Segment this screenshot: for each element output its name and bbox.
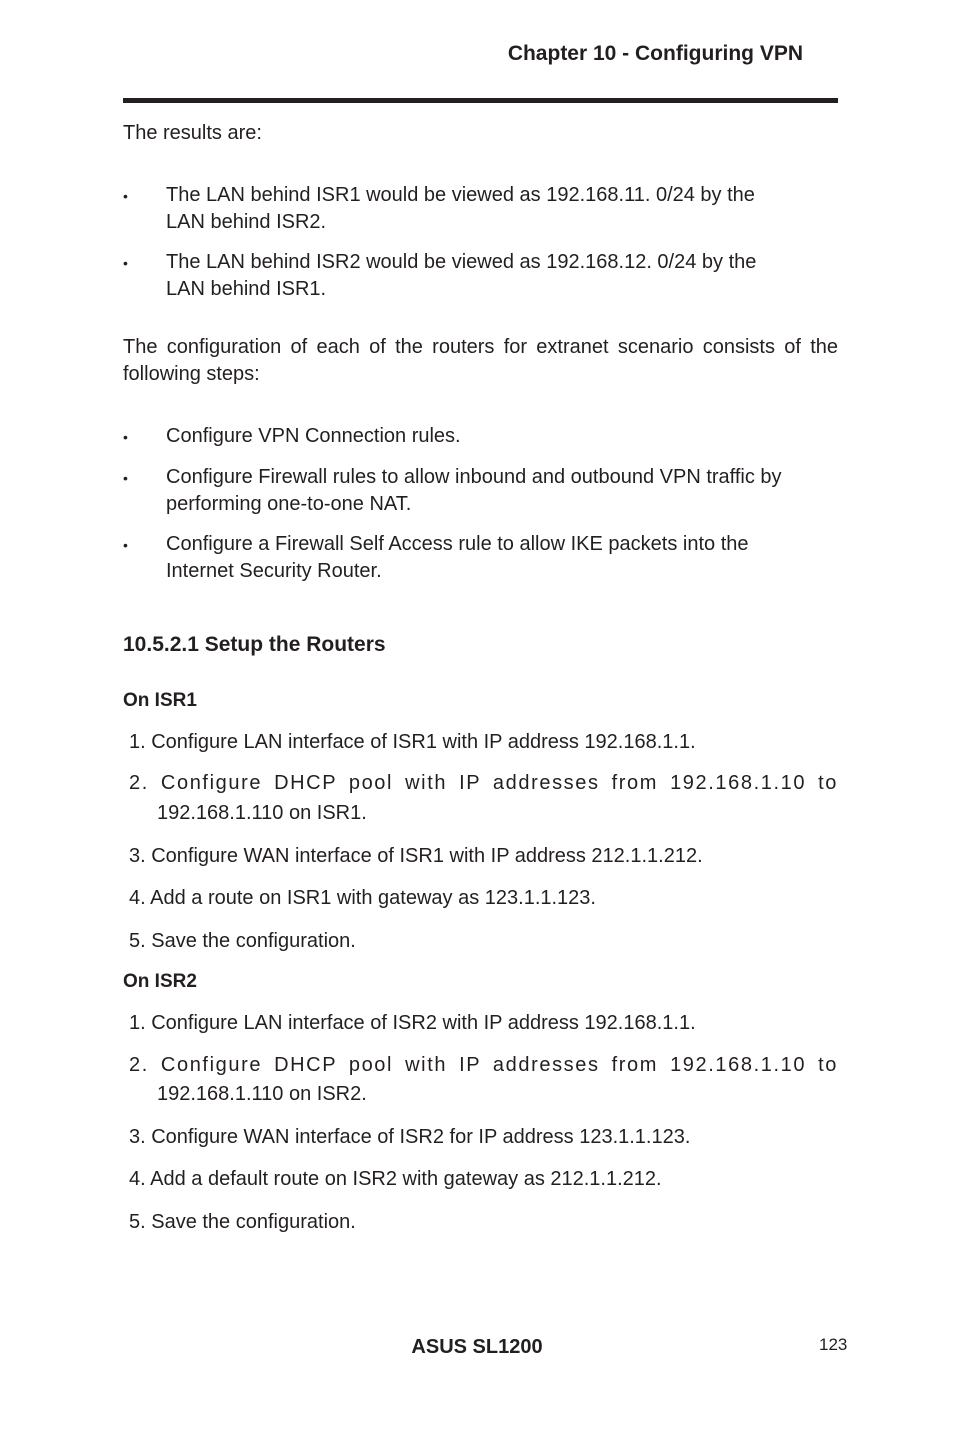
- bullet-marker: •: [123, 429, 128, 445]
- isr1-heading: On ISR1: [123, 690, 197, 711]
- isr1-step-4: 4. Add a route on ISR1 with gateway as 123.1.1.123.: [129, 887, 596, 909]
- isr1-step-5: 5. Save the configuration.: [129, 930, 356, 952]
- isr1-step-1: 1. Configure LAN interface of ISR1 with IP address 192.168.1.1.: [129, 731, 696, 753]
- intro-text: The results are:: [123, 122, 262, 144]
- config-step-2-line1: Configure Firewall rules to allow inbound and outbound VPN traffic by: [166, 466, 782, 488]
- config-paragraph: The configuration of each of the routers for extranet scenario consists of the following steps:: [123, 336, 838, 385]
- isr2-step-1: 1. Configure LAN interface of ISR2 with IP address 192.168.1.1.: [129, 1012, 696, 1034]
- isr2-step-3: 3. Configure WAN interface of ISR2 for IP address 123.1.1.123.: [129, 1126, 691, 1148]
- isr2-heading: On ISR2: [123, 971, 197, 992]
- bullet-marker: •: [123, 470, 128, 486]
- config-step-2: [166, 464, 838, 518]
- result-item-1-line2: LAN behind ISR2.: [166, 211, 327, 233]
- config-step-3: [166, 531, 838, 585]
- config-step-1-line1: Configure VPN Connection rules.: [166, 425, 461, 447]
- result-item-2-line2: LAN behind ISR1.: [166, 278, 327, 300]
- result-item-1-line1: The LAN behind ISR1 would be viewed as 192.168.11. 0/24 by the: [166, 184, 755, 206]
- section-heading: 10.5.2.1 Setup the Routers: [123, 633, 386, 656]
- result-item-1: [166, 182, 838, 236]
- header-rule: [123, 98, 838, 103]
- config-step-3-line1: Configure a Firewall Self Access rule to allow IKE packets into the: [166, 533, 749, 555]
- chapter-title: Chapter 10 - Configuring VPN: [507, 42, 803, 65]
- result-item-2-line1: The LAN behind ISR2 would be viewed as 192.168.12. 0/24 by the: [166, 251, 757, 273]
- bullet-marker: •: [123, 255, 128, 271]
- config-step-3-line2: Internet Security Router.: [166, 560, 382, 582]
- isr1-step-2-line2: 192.168.1.110 on ISR1.: [157, 802, 367, 824]
- isr2-step-5: 5. Save the configuration.: [129, 1211, 356, 1233]
- footer-brand: ASUS SL1200: [411, 1336, 543, 1358]
- bullet-marker: •: [123, 537, 128, 553]
- config-step-1: [166, 423, 838, 450]
- page-number: 123: [819, 1335, 848, 1354]
- isr2-step-2-line1: 2. Configure DHCP pool with IP addresses from 192.168.1.10 to: [129, 1054, 838, 1076]
- isr1-step-3: 3. Configure WAN interface of ISR1 with IP address 212.1.1.212.: [129, 845, 703, 867]
- isr2-step-4: 4. Add a default route on ISR2 with gateway as 212.1.1.212.: [129, 1168, 662, 1190]
- result-item-2: [166, 249, 838, 303]
- isr1-step-2-line1: 2. Configure DHCP pool with IP addresses from 192.168.1.10 to: [129, 772, 838, 794]
- isr2-step-2-line2: 192.168.1.110 on ISR2.: [157, 1083, 367, 1105]
- bullet-marker: •: [123, 188, 128, 204]
- config-step-2-line2: performing one-to-one NAT.: [166, 493, 412, 515]
